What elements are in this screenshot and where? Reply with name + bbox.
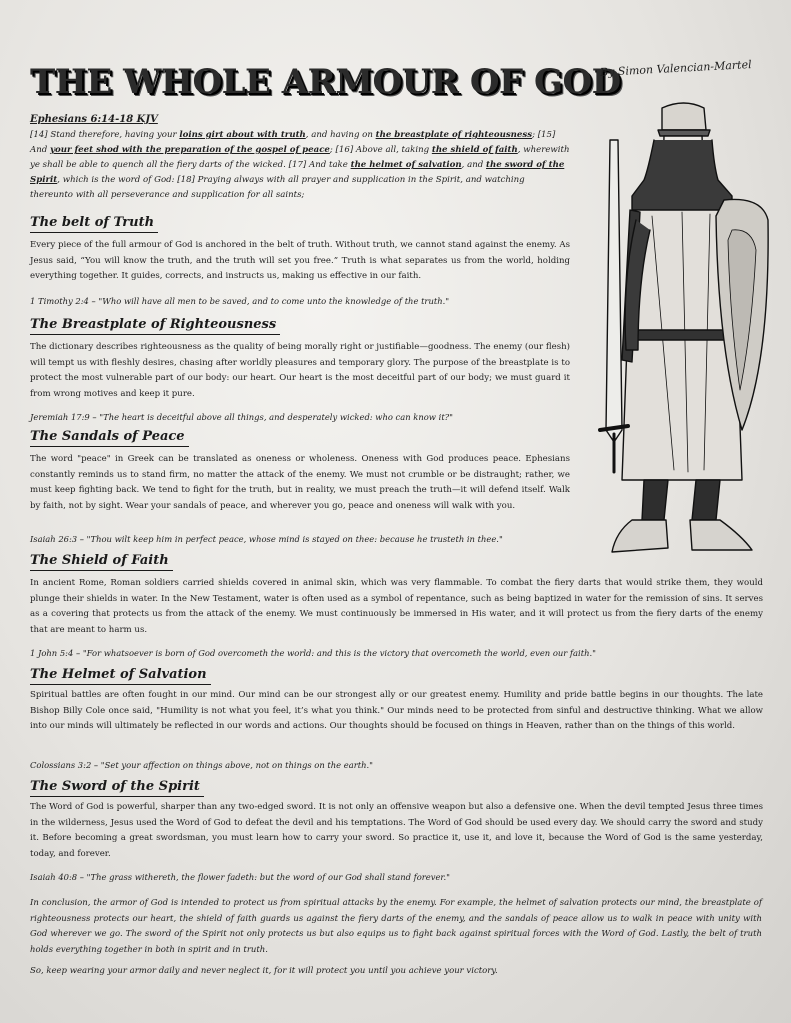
knight-illustration	[592, 100, 772, 565]
verse-highlight-sword: the sword of the Spirit	[30, 160, 565, 185]
verse-text: , and	[461, 160, 487, 170]
conclusion-paragraph: In conclusion, the armor of God is intended to protect us from spiritual attacks by the enemy. For example, the helmet of salvation protects our mind, the breastplate of righteousness protects our heart, the shield of faith guards us against the fiery darts of the enemy, and the sandals of peace allow us to walk in peace with unity with God wherever we go. The sword of the Spirit not only protects us but also equips us to fight back against spiritual forces with the Word of God. Lastly, the belt of truth holds everything together in both in spirit and in truth.	[30, 898, 762, 955]
section-quote-belt: 1 Timothy 2:4 – "Who will have all men to be saved, and to come unto the knowledge of the truth."	[30, 296, 450, 306]
page-title: THE WHOLE ARMOUR OF GOD	[30, 62, 621, 102]
verse-text: , wherewith ye shall be able to quench all the fiery darts of the wicked. [17] And take	[30, 145, 570, 170]
verse-text: ; [16] Above all, taking	[329, 145, 432, 155]
section-body-belt: Every piece of the full armour of God is anchored in the belt of truth. Without truth, we cannot stand against the enemy. As Jesus said, “You will know the truth, and the truth will set you free.” Truth is what separates us from the world, holding everything together. It guides, corrects, and instructs us, making us effective in our faith.	[30, 240, 570, 281]
verse-highlight-helmet: the helmet of salvation	[350, 160, 462, 170]
section-title-sword: The Sword of the Spirit	[30, 778, 204, 797]
verse-text: , which is the word of God: [18] Praying always with all prayer and supplication in the Spirit, and watching thereunto with all perseverance and supplication for all saints;	[30, 175, 525, 200]
verse-text: [14] Stand therefore, having your	[30, 130, 180, 140]
scripture-text	[30, 128, 570, 203]
closing-line: So, keep wearing your armor daily and never neglect it, for it will protect you until you achieve your victory.	[30, 966, 498, 976]
scripture-block	[30, 114, 570, 203]
verse-text: ; [15] And	[30, 130, 556, 155]
section-title-sandals: The Sandals of Peace	[30, 428, 189, 447]
section-body-shield: In ancient Rome, Roman soldiers carried shields covered in animal skin, which was very flammable. To combat the fiery darts that would strike them, they would plunge their shields in water. In the New Testament, water is often used as a symbol of repentance, such as being baptized in water for the remission of sins. It serves as a covering that protects us from the attack of the enemy. We must continuously be immersed in His water, and it will protect us from the fiery darts of the enemy that are meant to harm us.	[30, 578, 763, 635]
section-title-shield: The Shield of Faith	[30, 552, 173, 571]
section-body-sandals: The word "peace" in Greek can be translated as oneness or wholeness. Oneness with God produces peace. Ephesians constantly reminds us to stand firm, no matter the attack of the enemy. We must not crumble or be distraught; rather, we must keep fighting back. We tend to fight for the truth, but in reality, we must preach the truth—it will defend itself. Walk by faith, not by sight. Wear your sandals of peace, and wherever you go, peace and oneness will walk with you.	[30, 454, 570, 511]
section-quote-sword: Isaiah 40:8 – "The grass withereth, the flower fadeth: but the word of our God shall stand forever."	[30, 872, 450, 882]
section-quote-shield: 1 John 5:4 – "For whatsoever is born of God overcometh the world: and this is the victory that overcometh the world, even our faith."	[30, 648, 596, 658]
section-quote-sandals: Isaiah 26:3 – "Thou wilt keep him in perfect peace, whose mind is stayed on thee: because he trusteth in thee."	[30, 534, 503, 544]
author-byline: By Simon Valencian-Martel	[599, 58, 752, 79]
verse-highlight-sandals: your feet shod with the preparation of the gospel of peace	[49, 145, 330, 155]
verse-highlight-shield: the shield of faith	[431, 145, 518, 155]
section-title-belt: The belt of Truth	[30, 214, 158, 233]
section-quote-breastplate: Jeremiah 17:9 – "The heart is deceitful above all things, and desperately wicked: who can know it?"	[30, 412, 454, 422]
section-body-helmet: Spiritual battles are often fought in our mind. Our mind can be our strongest ally or our greatest enemy. Humility and pride battle begins in our thoughts. The late Bishop Billy Cole once said, "Humility is not what you feel, it’s what you think." Our minds need to be protected from sinful and destructive thinking. What we allow into our minds will ultimately be reflected in our words and actions. Our thoughts should be focused on things in Heaven, rather than on the things of this world.	[30, 690, 763, 731]
verse-highlight-breastplate: the breastplate of righteousness	[375, 130, 533, 140]
section-body-sword: The Word of God is powerful, sharper than any two-edged sword. It is not only an offensive weapon but also a defensive one. When the devil tempted Jesus three times in the wilderness, Jesus used the Word of God to defeat the devil and his temptations. The Word of God should be used every day. We should carry the sword and study it. Before becoming a great swordsman, you must learn how to carry your sword. So practice it, use it, and love it, because the Word of God is the same yesterday, today, and forever.	[30, 802, 763, 859]
section-title-helmet: The Helmet of Salvation	[30, 666, 211, 685]
section-body-breastplate: The dictionary describes righteousness as the quality of being morally right or justifiable—goodness. The enemy (our flesh) will tempt us with fleshly desires, chasing after worldly pleasures and temporary glory. The purpose of the breastplate is to protect the most vulnerable part of our body: our heart. Our heart is the most deceitful part of our body; we must guard it from wrong motives and keep it pure.	[30, 342, 570, 399]
section-quote-helmet: Colossians 3:2 – "Set your affection on things above, not on things on the earth."	[30, 760, 373, 770]
section-title-breastplate: The Breastplate of Righteousness	[30, 316, 280, 335]
scripture-reference: Ephesians 6:14-18 KJV	[30, 114, 158, 125]
verse-highlight-belt: loins girt about with truth	[179, 130, 306, 140]
verse-text: , and having on	[305, 130, 376, 140]
